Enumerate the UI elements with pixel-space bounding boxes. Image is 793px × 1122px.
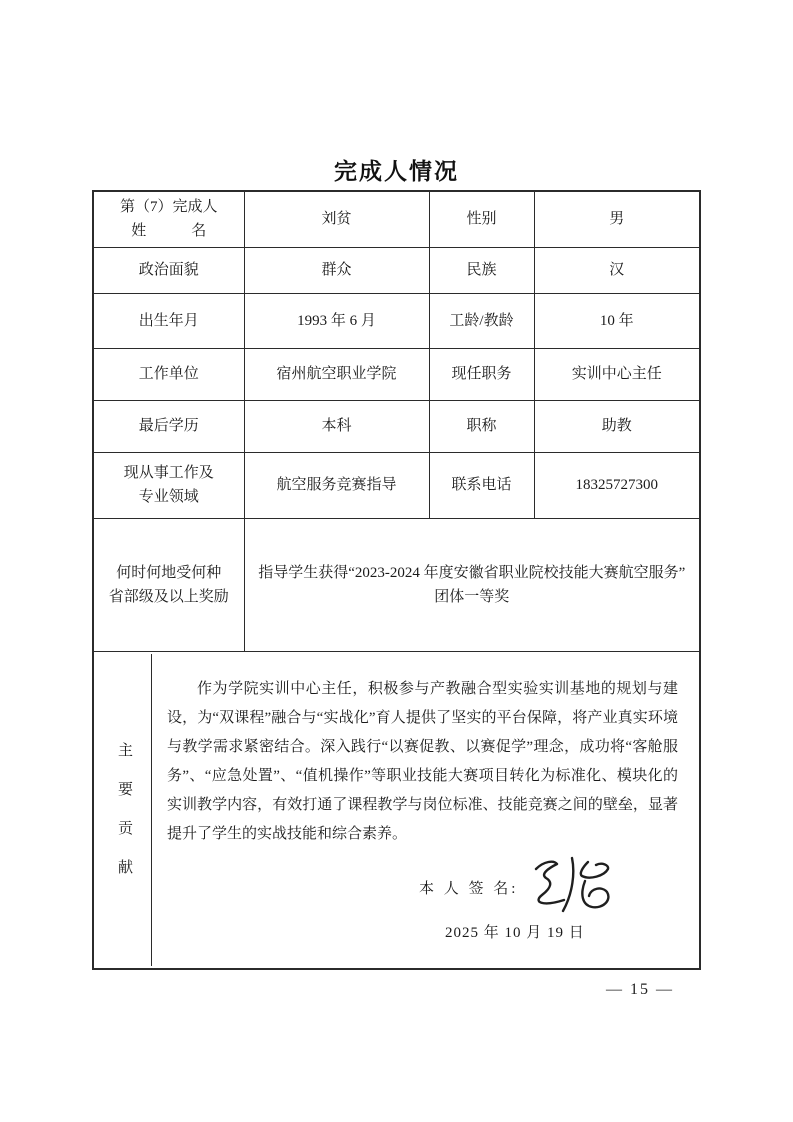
field-value-ethnicity: 汉 <box>534 247 700 293</box>
table-row <box>93 247 700 293</box>
field-value-education: 本科 <box>244 400 429 452</box>
field-label-name: 第（7）完成人 姓 名 <box>93 191 244 247</box>
table-row <box>93 400 700 452</box>
page-title: 完成人情况 <box>334 158 459 184</box>
contribution-body <box>152 654 693 966</box>
contribution-section <box>100 654 693 966</box>
table-row <box>93 452 700 518</box>
table-row <box>93 348 700 400</box>
handwritten-signature <box>522 853 618 915</box>
field-value-title: 助教 <box>534 400 700 452</box>
field-label-current-position: 现任职务 <box>429 348 534 400</box>
field-value-birth-date: 1993 年 6 月 <box>244 293 429 348</box>
signature-label: 本 人 签 名: <box>419 880 519 897</box>
table-row <box>93 191 700 247</box>
field-value-awards: 指导学生获得“2023-2024 年度安徽省职业院校技能大赛航空服务” 团体一等奖 <box>244 518 700 651</box>
field-label-gender: 性别 <box>429 191 534 247</box>
field-label-seniority: 工龄/教龄 <box>429 293 534 348</box>
field-value-gender: 男 <box>534 191 700 247</box>
field-value-political-status: 群众 <box>244 247 429 293</box>
field-value-seniority: 10 年 <box>534 293 700 348</box>
completer-info-table <box>92 190 701 970</box>
field-label-work-unit: 工作单位 <box>93 348 244 400</box>
field-label-birth-date: 出生年月 <box>93 293 244 348</box>
signature-row <box>419 863 678 915</box>
signature-date: 2025 年 10 月 19 日 <box>445 924 585 941</box>
table-row-award <box>93 518 700 651</box>
field-label-education: 最后学历 <box>93 400 244 452</box>
table-row-contribution <box>93 651 700 969</box>
field-label-ethnicity: 民族 <box>429 247 534 293</box>
field-value-current-position: 实训中心主任 <box>534 348 700 400</box>
field-value-phone: 18325727300 <box>534 452 700 518</box>
field-value-name: 刘贫 <box>244 191 429 247</box>
field-label-phone: 联系电话 <box>429 452 534 518</box>
field-label-awards: 何时何地受何种 省部级及以上奖励 <box>93 518 244 651</box>
contribution-paragraph: 作为学院实训中心主任，积极参与产教融合型实验实训基地的规划与建设，为“双课程”融合与“实战化”育人提供了坚实的平台保障，将产业真实环境与教学需求紧密结合。深入践行“以赛促教、以赛促学”理念，成功将“客舱服务”、“应急处置”、“值机操作”等职业技能大赛项目转化为标准化、模块化的实训教学内容，有效打通了课程教学与岗位标准、技能竞赛之间的壁垒，显著提升了学生的实战技能和综合素养。 <box>167 680 678 842</box>
field-value-work-unit: 宿州航空职业学院 <box>244 348 429 400</box>
table-row <box>93 293 700 348</box>
field-label-current-work: 现从事工作及 专业领域 <box>93 452 244 518</box>
field-label-political-status: 政治面貌 <box>93 247 244 293</box>
field-label-main-contribution: 主 要 贡 献 <box>100 654 152 966</box>
page-number: — 15 — <box>606 981 674 998</box>
field-value-current-work: 航空服务竞赛指导 <box>244 452 429 518</box>
field-label-title: 职称 <box>429 400 534 452</box>
